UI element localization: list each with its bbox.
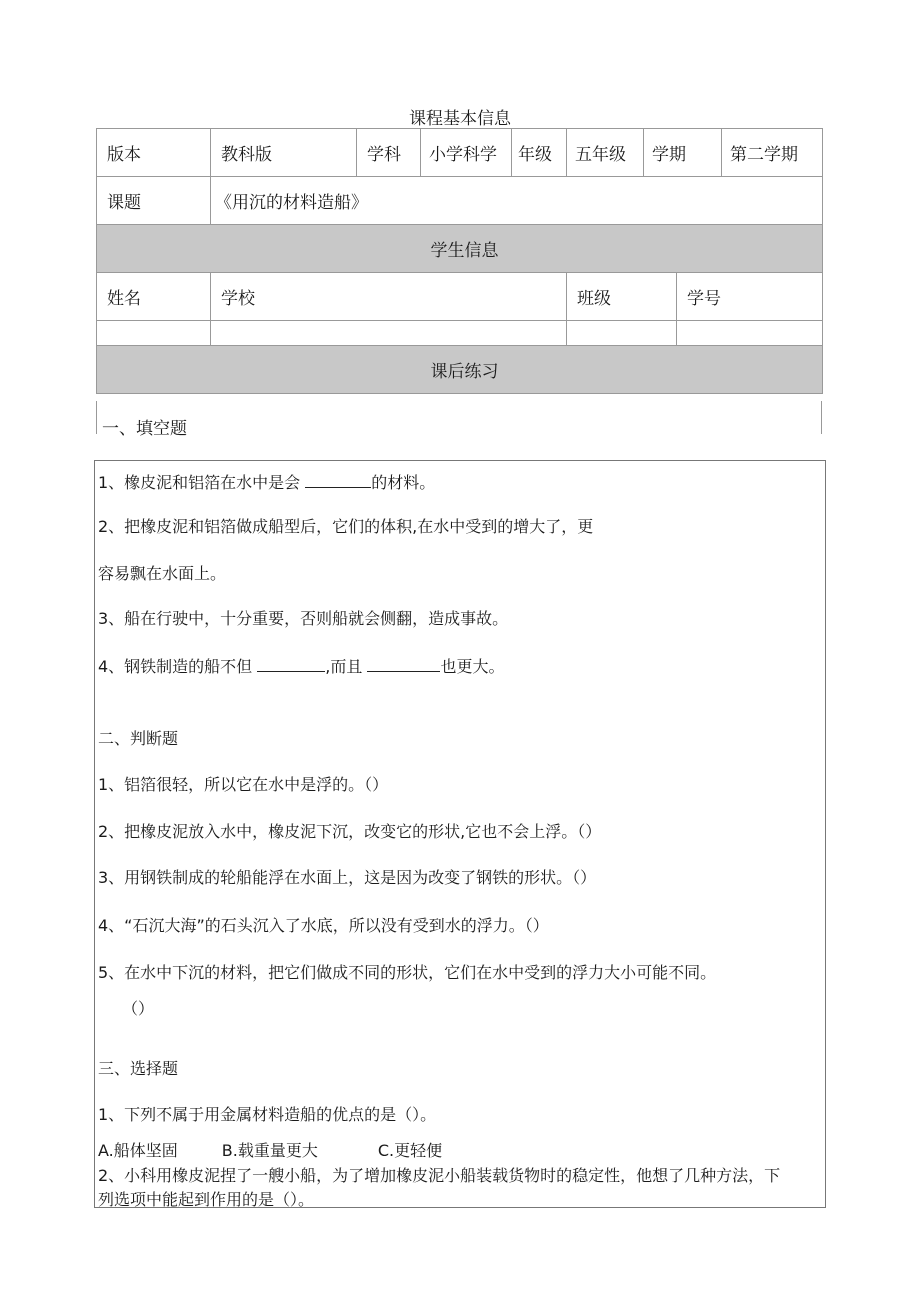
judge-q4: 4、“石沉大海”的石头沉入了水底，所以没有受到水的浮力。（） — [98, 916, 549, 935]
topic-label: 课题 — [97, 177, 211, 225]
fill-in-q3: 3、船在行驶中，十分重要，否则船就会侧翻，造成事故。 — [98, 609, 509, 628]
student-info-blank-row — [97, 321, 823, 346]
course-info-table — [96, 128, 823, 394]
topic-row — [97, 177, 823, 225]
judge-q5: 5、在水中下沉的材料，把它们做成不同的形状，它们在水中受到的浮力大小可能不同。 — [98, 963, 717, 982]
fill-in-section-header — [96, 401, 822, 439]
student-info-label-row — [97, 273, 823, 321]
homework-header-row — [97, 346, 823, 394]
choice-q2-line1: 2、小科用橡皮泥捏了一艘小船，为了增加橡皮泥小船装载货物时的稳定性，他想了几种方法，下 — [98, 1166, 781, 1185]
term-label: 学期 — [644, 129, 722, 177]
choice-q1: 1、下列不属于用金属材料造船的优点的是（）。 — [98, 1105, 437, 1124]
fill-in-q2-line2: 容易飘在水面上。 — [98, 564, 227, 583]
id-blank[interactable] — [677, 321, 823, 346]
course-info-row — [97, 129, 823, 177]
judge-q1: 1、铝箔很轻，所以它在水中是浮的。（） — [98, 775, 389, 794]
grade-label: 年级 — [512, 129, 567, 177]
answer-blank[interactable] — [257, 657, 325, 672]
term-value: 第二学期 — [722, 129, 823, 177]
judge-q5-paren: （） — [122, 999, 155, 1018]
class-blank[interactable] — [567, 321, 677, 346]
fill-in-q2-line1: 2、把橡皮泥和铝箔做成船型后，它们的体积,在水中受到的增大了，更 — [98, 517, 594, 536]
topic-value: 《用沉的材料造船》 — [211, 177, 823, 225]
id-label: 学号 — [677, 273, 823, 321]
name-label: 姓名 — [97, 273, 211, 321]
school-blank[interactable] — [211, 321, 567, 346]
edition-value: 教科版 — [211, 129, 357, 177]
school-label: 学校 — [211, 273, 567, 321]
answer-blank[interactable] — [367, 657, 440, 672]
grade-value: 五年级 — [567, 129, 644, 177]
page-title: 课程基本信息 — [409, 109, 511, 129]
judge-title: 二、判断题 — [98, 729, 179, 748]
edition-label: 版本 — [97, 129, 211, 177]
subject-value: 小学科学 — [421, 129, 512, 177]
choice-title: 三、选择题 — [98, 1059, 179, 1078]
name-blank[interactable] — [97, 321, 211, 346]
choice-q1-options — [98, 1138, 442, 1161]
homework-heading: 课后练习 — [97, 346, 823, 394]
subject-label: 学科 — [357, 129, 421, 177]
judge-q3: 3、用钢铁制成的轮船能浮在水面上，这是因为改变了钢铁的形状。（） — [98, 868, 597, 887]
judge-q2: 2、把橡皮泥放入水中，橡皮泥下沉，改变它的形状,它也不会上浮。（） — [98, 822, 602, 841]
student-info-header-row — [97, 225, 823, 273]
choice-option-c[interactable]: C.更轻便 — [377, 1141, 443, 1160]
student-info-heading: 学生信息 — [97, 225, 823, 273]
choice-q2-line2: 列选项中能起到作用的是（）。 — [98, 1190, 315, 1209]
choice-option-b[interactable]: B.载重量更大 — [221, 1141, 318, 1160]
class-label: 班级 — [567, 273, 677, 321]
choice-option-a[interactable]: A.船体坚固 — [98, 1141, 178, 1160]
fill-in-q4: 4、钢铁制造的船不但 ,而且 也更大。 — [98, 657, 505, 676]
answer-blank[interactable] — [305, 473, 371, 488]
fill-in-title: 一、填空题 — [102, 419, 187, 439]
fill-in-q1: 1、橡皮泥和铝箔在水中是会 的材料。 — [98, 473, 436, 492]
exercise-box — [94, 460, 826, 1208]
